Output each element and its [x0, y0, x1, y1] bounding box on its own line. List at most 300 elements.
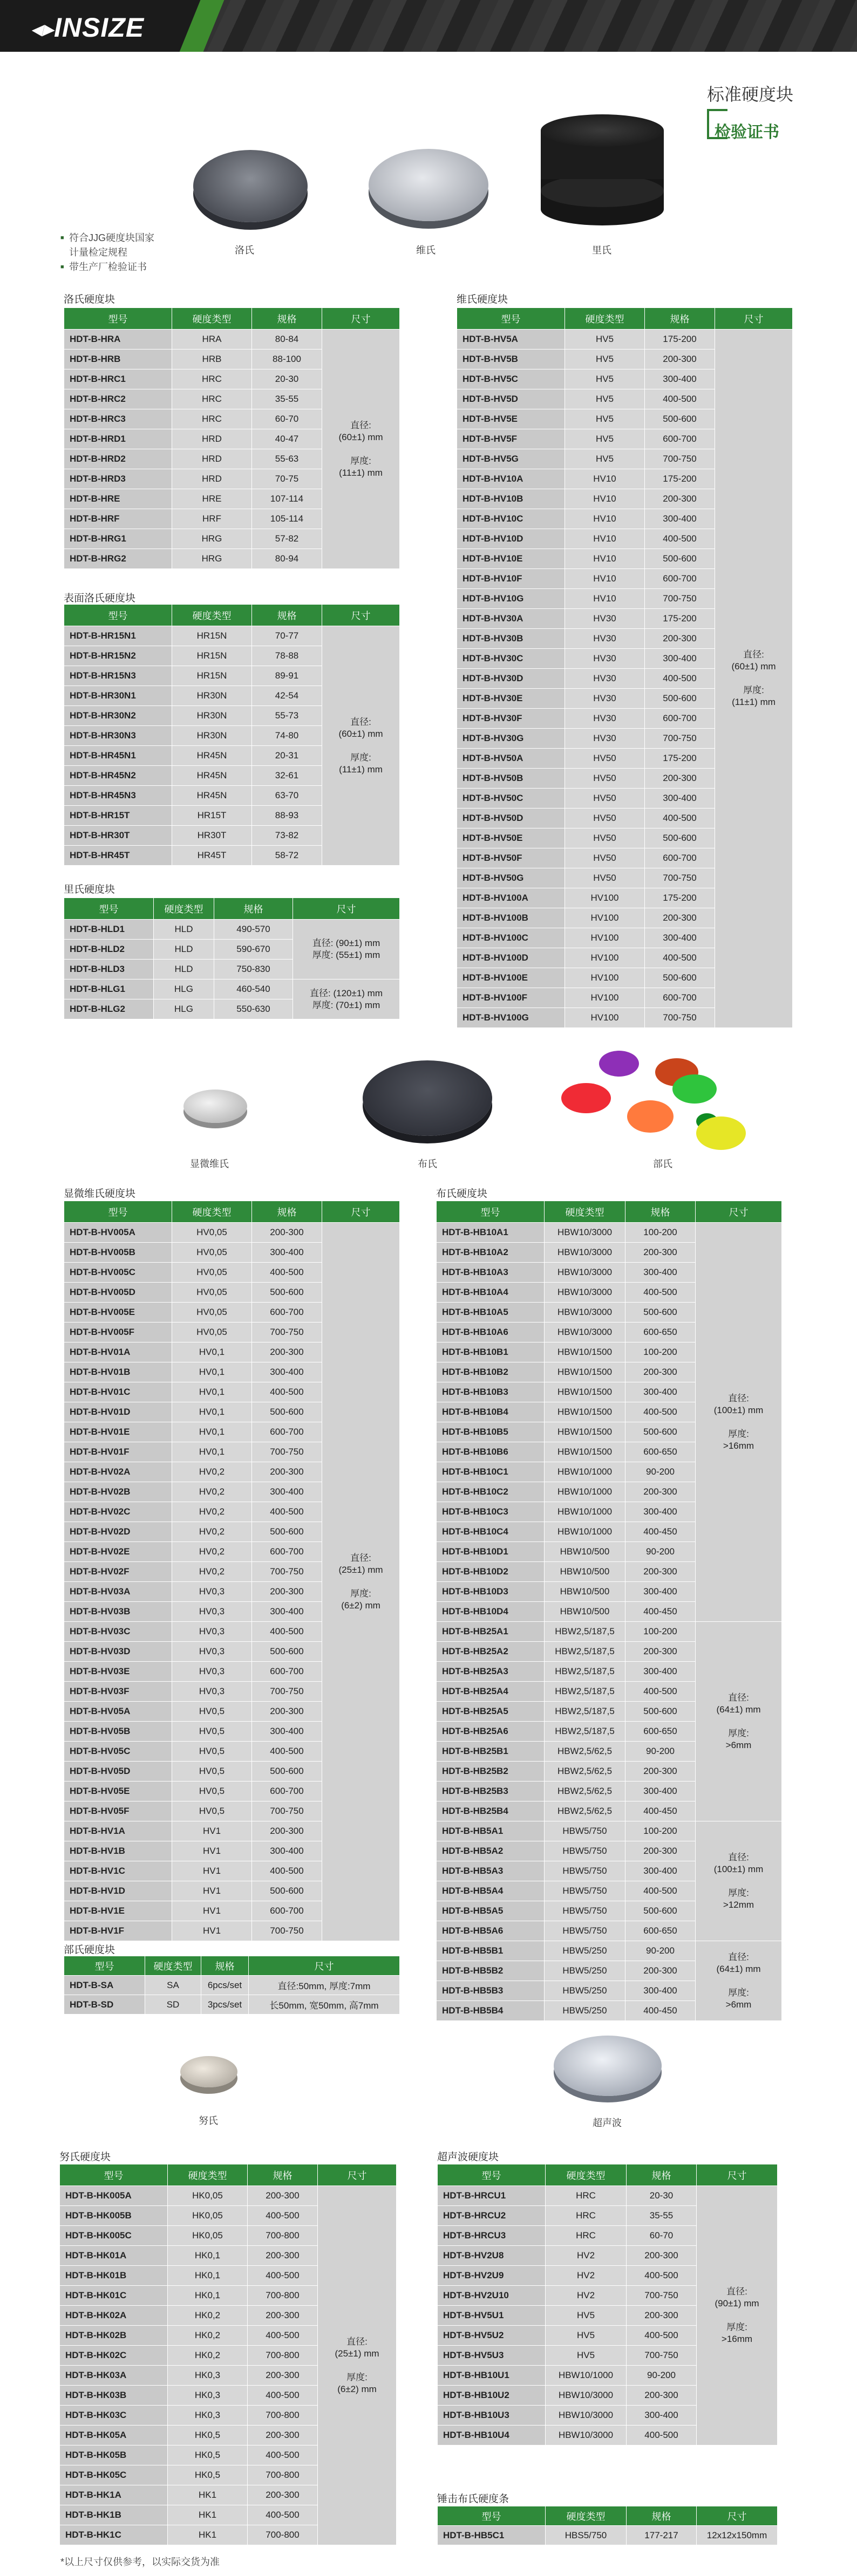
table-cell: 700-750 — [627, 2346, 697, 2366]
table-cell: 200-300 — [625, 1362, 696, 1382]
table-cell: HLG — [154, 999, 214, 1019]
table-cell: 600-700 — [645, 848, 715, 868]
table-cell: HK0,2 — [168, 2306, 248, 2326]
table-cell: 400-500 — [627, 2266, 697, 2286]
table-cell: HBW5/750 — [545, 1881, 625, 1901]
table-cell: HR15N — [172, 666, 252, 686]
table-cell: 500-600 — [645, 828, 715, 848]
table-cell: HV10 — [565, 509, 645, 529]
model-cell: HDT-B-HV05C — [64, 1742, 172, 1762]
table-cell: HV30 — [565, 709, 645, 729]
table-cell: HR30T — [172, 826, 252, 846]
table-cell: 200-300 — [645, 908, 715, 928]
model-cell: HDT-B-HV100A — [457, 888, 565, 908]
table-cell: HV100 — [565, 1008, 645, 1028]
model-cell: HDT-B-HR15T — [64, 806, 172, 826]
table-cell: 700-750 — [645, 868, 715, 888]
model-cell: HDT-B-HB10D1 — [437, 1542, 545, 1562]
table-cell: 200-300 — [625, 1642, 696, 1662]
table-cell: 600-700 — [252, 1662, 322, 1682]
table-header-row — [64, 605, 400, 626]
table-cell: HBW2,5/62,5 — [545, 1742, 625, 1762]
model-cell: HDT-B-HB10C3 — [437, 1502, 545, 1522]
model-cell: HDT-B-HV30F — [457, 709, 565, 729]
partial-section-title: 部氏硬度块 — [64, 1944, 115, 1956]
model-cell: HDT-B-HV10E — [457, 549, 565, 569]
impact-table — [437, 2506, 778, 2545]
model-cell: HDT-B-HK02C — [60, 2346, 168, 2366]
size-cell: 直径: (60±1) mm 厚度: (11±1) mm — [322, 626, 400, 866]
table-cell: HV100 — [565, 928, 645, 948]
table-cell: HBW10/1500 — [545, 1422, 625, 1442]
column-header: 硬度类型 — [172, 1201, 252, 1223]
rockwell-section-title: 洛氏硬度块 — [64, 294, 115, 305]
column-header: 型号 — [457, 308, 565, 330]
table-cell: HBW2,5/187,5 — [545, 1722, 625, 1742]
model-cell: HDT-B-HV02E — [64, 1542, 172, 1562]
model-cell: HDT-B-HV100E — [457, 968, 565, 988]
table-cell: HV30 — [565, 609, 645, 629]
table-cell: HV10 — [565, 569, 645, 589]
table-cell: HR15T — [172, 806, 252, 826]
table-cell: 300-400 — [645, 649, 715, 669]
table-cell: 3pcs/set — [201, 1995, 249, 2015]
table-cell: HBW10/3000 — [545, 1323, 625, 1342]
model-cell: HDT-B-HK03C — [60, 2406, 168, 2426]
model-cell: HDT-B-HV50A — [457, 749, 565, 769]
table-cell: 300-400 — [625, 1981, 696, 2001]
table-cell: HV50 — [565, 809, 645, 828]
table-cell: 200-300 — [248, 2366, 318, 2386]
table-cell: 70-77 — [252, 626, 322, 646]
table-cell: 200-300 — [627, 2386, 697, 2406]
model-cell: HDT-B-HV1B — [64, 1841, 172, 1861]
table-cell: 600-700 — [645, 569, 715, 589]
table-cell: HBW10/3000 — [545, 1283, 625, 1303]
table-cell: 300-400 — [252, 1482, 322, 1502]
model-cell: HDT-B-HB5A5 — [437, 1901, 545, 1921]
column-header: 硬度类型 — [154, 898, 214, 920]
table-cell: 107-114 — [252, 489, 322, 509]
table-cell: 700-800 — [248, 2465, 318, 2485]
model-cell: HDT-B-HV02C — [64, 1502, 172, 1522]
table-cell: 700-800 — [248, 2346, 318, 2366]
vickers-image-label: 维氏 — [416, 245, 436, 256]
model-cell: HDT-B-HV03F — [64, 1682, 172, 1702]
table-cell: 550-630 — [214, 999, 293, 1019]
table-cell: HBW5/750 — [545, 1821, 625, 1841]
table-cell: 400-500 — [248, 2386, 318, 2406]
table-cell: 600-700 — [252, 1782, 322, 1801]
table-cell: 300-400 — [252, 1243, 322, 1263]
model-cell: HDT-B-HV10F — [457, 569, 565, 589]
table-row — [64, 1976, 400, 1995]
table-row — [437, 1941, 782, 1961]
table-cell: 460-540 — [214, 979, 293, 999]
model-cell: HDT-B-HB25B1 — [437, 1742, 545, 1762]
model-cell: HDT-B-HB5B2 — [437, 1961, 545, 1981]
model-cell: HDT-B-HV10G — [457, 589, 565, 609]
table-cell: HBW10/500 — [545, 1582, 625, 1602]
model-cell: HDT-B-HRG2 — [64, 549, 172, 569]
size-cell: 直径: (60±1) mm 厚度: (11±1) mm — [322, 330, 400, 569]
table-cell: 400-500 — [252, 1382, 322, 1402]
table-cell: HV0,5 — [172, 1742, 252, 1762]
table-cell: 300-400 — [645, 369, 715, 389]
logo-arrow-icon: ◀▶ — [31, 21, 54, 38]
model-cell: HDT-B-HK005C — [60, 2226, 168, 2246]
ultrasonic-section-title: 超声波硬度块 — [437, 2152, 499, 2163]
model-cell: HDT-B-HV2U8 — [438, 2246, 546, 2266]
model-cell: HDT-B-HB5B3 — [437, 1981, 545, 2001]
model-cell: HDT-B-HV10C — [457, 509, 565, 529]
column-header: 型号 — [64, 605, 172, 626]
table-cell: 700-750 — [627, 2286, 697, 2306]
model-cell: HDT-B-HRD1 — [64, 429, 172, 449]
model-cell: HDT-B-HV005D — [64, 1283, 172, 1303]
table-cell: HRE — [172, 489, 252, 509]
table-cell: 400-500 — [252, 1502, 322, 1522]
table-cell: 40-47 — [252, 429, 322, 449]
table-cell: 400-450 — [625, 2001, 696, 2021]
feature-item: ■ 带生产厂检验证书 — [60, 260, 154, 275]
model-cell: HDT-B-HV1E — [64, 1901, 172, 1921]
table-cell: 20-31 — [252, 746, 322, 766]
table-cell: HV2 — [546, 2266, 627, 2286]
model-cell: HDT-B-HV100F — [457, 988, 565, 1008]
leeb-image-label: 里氏 — [592, 245, 611, 256]
table-cell: 400-500 — [627, 2326, 697, 2346]
table-cell: 400-500 — [627, 2426, 697, 2445]
table-cell: 400-500 — [248, 2445, 318, 2465]
table-cell: HV5 — [546, 2306, 627, 2326]
table-cell: 200-300 — [625, 1961, 696, 1981]
model-cell: HDT-B-HRD2 — [64, 449, 172, 469]
table-cell: HV0,3 — [172, 1662, 252, 1682]
table-cell: 300-400 — [645, 789, 715, 809]
model-cell: HDT-B-HK03B — [60, 2386, 168, 2406]
model-cell: HDT-B-HB10U4 — [438, 2426, 546, 2445]
column-header: 硬度类型 — [546, 2506, 627, 2526]
model-cell: HDT-B-HB5A1 — [437, 1821, 545, 1841]
model-cell: HDT-B-HV30D — [457, 669, 565, 689]
table-cell: 200-300 — [625, 1562, 696, 1582]
model-cell: HDT-B-HRC3 — [64, 409, 172, 429]
table-cell: 500-600 — [252, 1881, 322, 1901]
model-cell: HDT-B-HB10C1 — [437, 1462, 545, 1482]
model-cell: HDT-B-HV50E — [457, 828, 565, 848]
model-cell: HDT-B-HR30N3 — [64, 726, 172, 746]
table-cell: HBW5/750 — [545, 1901, 625, 1921]
model-cell: HDT-B-HB10A2 — [437, 1243, 545, 1263]
table-cell: HLD — [154, 920, 214, 940]
model-cell: HDT-B-HLD1 — [64, 920, 154, 940]
table-cell: 300-400 — [252, 1722, 322, 1742]
table-cell: 200-300 — [248, 2306, 318, 2326]
column-header: 型号 — [438, 2164, 546, 2186]
brinell-table — [436, 1201, 782, 2021]
model-cell: HDT-B-HV50F — [457, 848, 565, 868]
table-cell: 700-750 — [252, 1562, 322, 1582]
model-cell: HDT-B-HRF — [64, 509, 172, 529]
column-header: 尺寸 — [696, 1201, 782, 1223]
table-cell: 300-400 — [252, 1362, 322, 1382]
header-texture — [177, 0, 857, 52]
partial-yellow-disc — [696, 1116, 746, 1150]
rockwell-image-label: 洛氏 — [235, 245, 254, 256]
model-cell: HDT-B-HR15N1 — [64, 626, 172, 646]
table-cell: 400-500 — [252, 1622, 322, 1642]
microvickers-section-title: 显微维氏硬度块 — [64, 1188, 136, 1200]
table-cell: HK0,3 — [168, 2386, 248, 2406]
table-cell: HLD — [154, 960, 214, 979]
table-cell: HRC — [172, 409, 252, 429]
table-cell: HLD — [154, 940, 214, 960]
model-cell: HDT-B-HB10B1 — [437, 1342, 545, 1362]
table-cell: HK0,5 — [168, 2465, 248, 2485]
model-cell: HDT-B-HB25B3 — [437, 1782, 545, 1801]
table-cell: 500-600 — [252, 1522, 322, 1542]
table-cell: 200-300 — [625, 1841, 696, 1861]
column-header: 规格 — [201, 1956, 249, 1976]
model-cell: HDT-B-HV03E — [64, 1662, 172, 1682]
column-header: 硬度类型 — [168, 2164, 248, 2186]
model-cell: HDT-B-HV50G — [457, 868, 565, 888]
table-cell: HV1 — [172, 1921, 252, 1941]
superficial-table — [64, 604, 400, 866]
table-cell: 90-200 — [627, 2366, 697, 2386]
table-cell: 600-650 — [625, 1442, 696, 1462]
model-cell: HDT-B-SD — [64, 1995, 145, 2015]
table-cell: HV5 — [565, 369, 645, 389]
table-cell: HV5 — [565, 389, 645, 409]
table-cell: HRG — [172, 529, 252, 549]
model-cell: HDT-B-HB25A6 — [437, 1722, 545, 1742]
model-cell: HDT-B-HV10B — [457, 489, 565, 509]
model-cell: HDT-B-HV30G — [457, 729, 565, 749]
table-row — [437, 1622, 782, 1642]
table-cell: 700-750 — [645, 729, 715, 749]
model-cell: HDT-B-HV005A — [64, 1223, 172, 1243]
table-cell: 400-500 — [248, 2326, 318, 2346]
table-cell: HBW2,5/187,5 — [545, 1622, 625, 1642]
table-cell: 500-600 — [625, 1702, 696, 1722]
size-cell: 直径: (25±1) mm 厚度: (6±2) mm — [322, 1223, 400, 1941]
table-cell: 80-94 — [252, 549, 322, 569]
table-cell: 700-800 — [248, 2226, 318, 2246]
table-cell: 500-600 — [645, 968, 715, 988]
table-cell: HBW2,5/187,5 — [545, 1702, 625, 1722]
model-cell: HDT-B-HV5A — [457, 330, 565, 350]
table-cell: 500-600 — [252, 1642, 322, 1662]
column-header: 型号 — [64, 308, 172, 330]
model-cell: HDT-B-HB25A1 — [437, 1622, 545, 1642]
size-cell: 直径: (64±1) mm 厚度: >6mm — [696, 1941, 782, 2021]
table-cell: HLG — [154, 979, 214, 999]
table-cell: HV0,05 — [172, 1283, 252, 1303]
table-cell: HBW2,5/187,5 — [545, 1682, 625, 1702]
brinell-section-title: 布氏硬度块 — [436, 1188, 488, 1200]
table-cell: HK0,05 — [168, 2206, 248, 2226]
model-cell: HDT-B-HR15N2 — [64, 646, 172, 666]
table-cell: 600-700 — [645, 429, 715, 449]
knoop-section-title: 努氏硬度块 — [59, 2152, 111, 2163]
model-cell: HDT-B-HV5F — [457, 429, 565, 449]
model-cell: HDT-B-HRE — [64, 489, 172, 509]
model-cell: HDT-B-HK05A — [60, 2426, 168, 2445]
model-cell: HDT-B-HV5U1 — [438, 2306, 546, 2326]
table-cell: 300-400 — [252, 1841, 322, 1861]
model-cell: HDT-B-HR15N3 — [64, 666, 172, 686]
table-cell: HRC — [172, 369, 252, 389]
table-cell: 60-70 — [627, 2226, 697, 2246]
table-cell: HBW10/3000 — [545, 1223, 625, 1243]
column-header: 规格 — [252, 605, 322, 626]
table-row — [437, 1821, 782, 1841]
model-cell: HDT-B-HB25A4 — [437, 1682, 545, 1702]
table-cell: 200-300 — [248, 2186, 318, 2206]
leeb-table — [64, 898, 400, 1019]
column-header: 尺寸 — [322, 605, 400, 626]
model-cell: HDT-B-HV5D — [457, 389, 565, 409]
table-cell: HR30N — [172, 686, 252, 706]
table-cell: 700-750 — [645, 1008, 715, 1028]
model-cell: HDT-B-HK03A — [60, 2366, 168, 2386]
ultrasonic-image-label: 超声波 — [593, 2118, 622, 2128]
table-cell: HBW5/250 — [545, 1961, 625, 1981]
table-cell: 400-500 — [625, 1283, 696, 1303]
model-cell: HDT-B-HB10B2 — [437, 1362, 545, 1382]
table-cell: HV0,1 — [172, 1422, 252, 1442]
table-cell: 400-500 — [252, 1861, 322, 1881]
table-cell: HV0,5 — [172, 1702, 252, 1722]
table-cell: 590-670 — [214, 940, 293, 960]
certificate-badge — [707, 109, 795, 143]
table-cell: HV0,05 — [172, 1263, 252, 1283]
model-cell: HDT-B-SA — [64, 1976, 145, 1995]
model-cell: HDT-B-HK005A — [60, 2186, 168, 2206]
model-cell: HDT-B-HV100D — [457, 948, 565, 968]
model-cell: HDT-B-HB10D4 — [437, 1602, 545, 1622]
model-cell: HDT-B-HK1B — [60, 2505, 168, 2525]
size-cell: 直径: (100±1) mm 厚度: >16mm — [696, 1223, 782, 1622]
model-cell: HDT-B-HV03C — [64, 1622, 172, 1642]
table-cell: HBW10/500 — [545, 1562, 625, 1582]
table-cell: HRD — [172, 449, 252, 469]
table-cell: HV0,3 — [172, 1682, 252, 1702]
table-cell: HBW10/1500 — [545, 1342, 625, 1362]
table-header-row — [438, 2164, 778, 2186]
model-cell: HDT-B-HV5E — [457, 409, 565, 429]
model-cell: HDT-B-HB25A3 — [437, 1662, 545, 1682]
table-cell: HV50 — [565, 789, 645, 809]
table-cell: HRC — [172, 389, 252, 409]
brinell-image-label: 布氏 — [418, 1159, 437, 1169]
table-cell: HR30N — [172, 726, 252, 746]
model-cell: HDT-B-HB10D3 — [437, 1582, 545, 1602]
model-cell: HDT-B-HV01E — [64, 1422, 172, 1442]
table-cell: HBW2,5/187,5 — [545, 1642, 625, 1662]
model-cell: HDT-B-HV5C — [457, 369, 565, 389]
table-cell: 700-800 — [248, 2406, 318, 2426]
column-header: 型号 — [437, 1201, 545, 1223]
size-cell: 直径: (90±1) mm 厚度: (55±1) mm — [293, 920, 400, 979]
table-cell: HV100 — [565, 948, 645, 968]
table-cell: 400-500 — [625, 1881, 696, 1901]
table-cell: HRB — [172, 350, 252, 369]
model-cell: HDT-B-HB5B4 — [437, 2001, 545, 2021]
model-cell: HDT-B-HV02D — [64, 1522, 172, 1542]
model-cell: HDT-B-HRG1 — [64, 529, 172, 549]
table-cell: HK0,5 — [168, 2445, 248, 2465]
table-cell: 490-570 — [214, 920, 293, 940]
table-cell: 70-75 — [252, 469, 322, 489]
table-cell: HBW10/3000 — [545, 1303, 625, 1323]
model-cell: HDT-B-HV1F — [64, 1921, 172, 1941]
column-header: 尺寸 — [322, 1201, 400, 1223]
table-cell: HV10 — [565, 469, 645, 489]
table-cell: 500-600 — [645, 549, 715, 569]
model-cell: HDT-B-HV50B — [457, 769, 565, 789]
certificate-label: 检验证书 — [715, 124, 779, 141]
table-cell: HV0,2 — [172, 1522, 252, 1542]
table-cell: HBW10/3000 — [545, 1243, 625, 1263]
table-cell: HR45N — [172, 766, 252, 786]
table-cell: HV0,05 — [172, 1323, 252, 1342]
table-cell: HV0,3 — [172, 1582, 252, 1602]
table-cell: 700-800 — [248, 2286, 318, 2306]
table-row — [438, 2186, 778, 2206]
model-cell: HDT-B-HV5G — [457, 449, 565, 469]
model-cell: HDT-B-HV01D — [64, 1402, 172, 1422]
model-cell: HDT-B-HR45N2 — [64, 766, 172, 786]
table-cell: 55-63 — [252, 449, 322, 469]
table-cell: 175-200 — [645, 609, 715, 629]
table-cell: 400-450 — [625, 1602, 696, 1622]
table-cell: 500-600 — [625, 1422, 696, 1442]
model-cell: HDT-B-HLD3 — [64, 960, 154, 979]
table-cell: 600-650 — [625, 1921, 696, 1941]
table-cell: 20-30 — [627, 2186, 697, 2206]
table-cell: HV50 — [565, 749, 645, 769]
table-cell: 90-200 — [625, 1941, 696, 1961]
table-cell: HR15N — [172, 646, 252, 666]
table-cell: 长50mm, 宽50mm, 高7mm — [249, 1995, 400, 2015]
model-cell: HDT-B-HV10D — [457, 529, 565, 549]
table-cell: 100-200 — [625, 1342, 696, 1362]
column-header: 硬度类型 — [172, 308, 252, 330]
table-cell: 600-650 — [625, 1323, 696, 1342]
table-cell: 700-750 — [645, 589, 715, 609]
table-cell: HBW10/3000 — [546, 2426, 627, 2445]
table-header-row — [64, 1201, 400, 1223]
brinell-block-image — [363, 1060, 492, 1136]
table-cell: 74-80 — [252, 726, 322, 746]
table-cell: HV0,05 — [172, 1243, 252, 1263]
page-title: 标准硬度块 — [706, 85, 793, 104]
model-cell: HDT-B-HB5A6 — [437, 1921, 545, 1941]
column-header: 硬度类型 — [545, 1201, 625, 1223]
model-cell: HDT-B-HLD2 — [64, 940, 154, 960]
table-cell: HV0,5 — [172, 1722, 252, 1742]
table-row — [64, 1223, 400, 1243]
impact-section-title: 锤击布氏硬度条 — [437, 2493, 509, 2505]
table-cell: 200-300 — [625, 1482, 696, 1502]
table-cell: 73-82 — [252, 826, 322, 846]
table-cell: 700-750 — [252, 1921, 322, 1941]
table-header-row — [64, 1956, 400, 1976]
model-cell: HDT-B-HR45T — [64, 846, 172, 866]
